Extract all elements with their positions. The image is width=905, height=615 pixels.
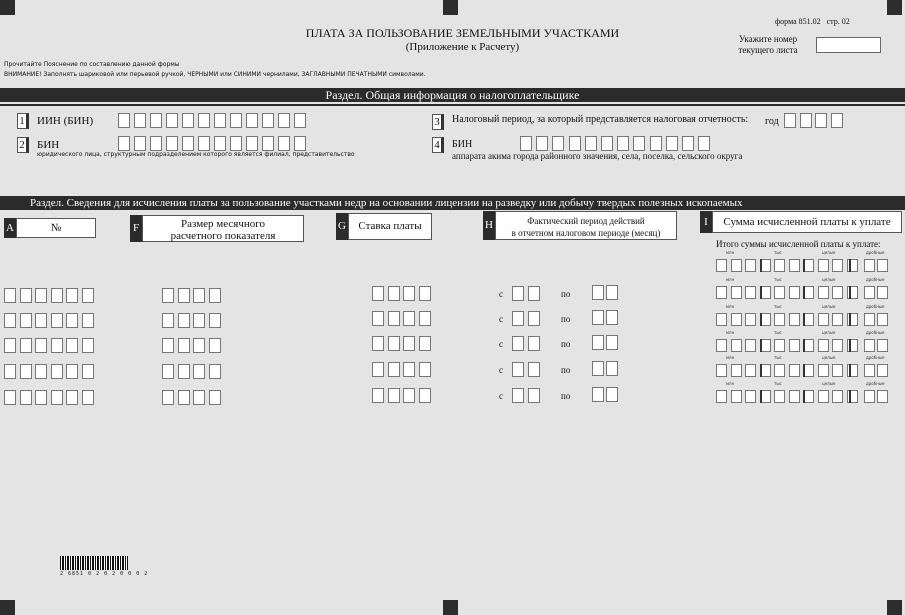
period-to-label: по	[561, 391, 571, 401]
bin-digit-cell[interactable]	[118, 136, 130, 151]
unit-mln-label: млн	[726, 250, 735, 255]
iin-digit-cell[interactable]	[262, 113, 274, 128]
row-number-cell[interactable]	[66, 390, 78, 405]
row-number-cell[interactable]	[35, 313, 47, 328]
row-number-cell[interactable]	[51, 288, 63, 303]
iin-digit-cell[interactable]	[166, 113, 178, 128]
amount-digit-cell[interactable]	[745, 390, 756, 403]
akim-bin-digit-cell[interactable]	[569, 136, 581, 151]
unit-tys-label: тыс	[774, 277, 782, 282]
unit-mln-label: млн	[726, 355, 735, 360]
col-f-header: Размер месячного расчетного показателя	[142, 215, 304, 242]
section-general-info-header: Раздел. Общая информация о налогоплательщике	[0, 88, 905, 102]
corner-mark-bc	[443, 600, 458, 615]
tax-period-label: Налоговый период, за который представляется налоговая отчетность:	[452, 114, 749, 125]
row-number-cell[interactable]	[35, 364, 47, 379]
mrp-cell[interactable]	[178, 364, 190, 379]
mrp-cell[interactable]	[162, 338, 174, 353]
period-to-cell[interactable]	[592, 335, 604, 350]
iin-label: ИИН (БИН)	[37, 115, 94, 127]
rate-cell[interactable]	[388, 286, 400, 301]
unit-tys-label: тыс	[774, 381, 782, 386]
iin-digit-cell[interactable]	[214, 113, 226, 128]
rate-cell[interactable]	[403, 336, 415, 351]
unit-tys-label: тыс	[774, 250, 782, 255]
period-to-cell[interactable]	[592, 310, 604, 325]
amount-digit-cell[interactable]	[774, 364, 785, 377]
amount-digit-cell[interactable]	[731, 390, 742, 403]
rate-cell[interactable]	[403, 311, 415, 326]
row-number-cell[interactable]	[51, 313, 63, 328]
akim-bin-digit-cell[interactable]	[650, 136, 662, 151]
unit-mln-label: млн	[726, 330, 735, 335]
amount-digit-cell[interactable]	[774, 313, 785, 326]
bin-digit-cell[interactable]	[230, 136, 242, 151]
amount-fraction-cell[interactable]	[877, 364, 888, 377]
divider	[0, 104, 905, 106]
amount-group-separator	[803, 364, 805, 377]
year-digit-cell[interactable]	[784, 113, 796, 128]
row-number-cell[interactable]	[4, 364, 16, 379]
row-number-cell[interactable]	[82, 390, 94, 405]
corner-mark-br	[887, 600, 902, 615]
amount-fraction-cell[interactable]	[864, 286, 875, 299]
amount-group-separator	[803, 313, 805, 326]
akim-bin-digit-cell[interactable]	[585, 136, 597, 151]
amount-fraction-cell[interactable]	[864, 390, 875, 403]
unit-tys-label: тыс	[774, 355, 782, 360]
mrp-cell[interactable]	[193, 338, 205, 353]
amount-digit-cell[interactable]	[774, 390, 785, 403]
row-number-cell[interactable]	[4, 338, 16, 353]
amount-digit-cell[interactable]	[731, 313, 742, 326]
unit-frac-label: дробные	[866, 355, 885, 360]
row-number-cell[interactable]	[4, 390, 16, 405]
amount-fraction-cell[interactable]	[877, 390, 888, 403]
amount-group-separator	[849, 364, 851, 377]
rate-cell[interactable]	[372, 388, 384, 403]
amount-digit-cell[interactable]	[745, 339, 756, 352]
mrp-cell[interactable]	[162, 390, 174, 405]
akim-bin-digit-cell[interactable]	[536, 136, 548, 151]
unit-whole-label: целые	[822, 304, 836, 309]
iin-digit-cell[interactable]	[134, 113, 146, 128]
period-from-cell[interactable]	[528, 311, 540, 326]
rate-cell[interactable]	[372, 362, 384, 377]
bin-digit-cell[interactable]	[262, 136, 274, 151]
iin-digit-cell[interactable]	[246, 113, 258, 128]
col-a-tag: A	[4, 218, 16, 238]
page-subtitle: (Приложение к Расчету)	[405, 41, 520, 53]
unit-frac-label: дробные	[866, 381, 885, 386]
period-from-label: с	[499, 339, 503, 349]
bin-sublabel: юридического лица, структурным подразделением которого является филиал, представительство	[37, 151, 355, 158]
row-number-cell[interactable]	[66, 288, 78, 303]
section-calc-info-header: Раздел. Сведения для исчисления платы за пользование участками недр на основании лицензии на разведку или добычу твердых полезных ископаемых	[0, 196, 905, 210]
row-number-cell[interactable]	[51, 364, 63, 379]
amount-digit-cell[interactable]	[789, 313, 800, 326]
amount-group-separator	[849, 313, 851, 326]
amount-digit-cell[interactable]	[818, 339, 829, 352]
amount-group-separator	[760, 286, 762, 299]
amount-fraction-cell[interactable]	[864, 259, 875, 272]
row-number-cell[interactable]	[4, 288, 16, 303]
row-number-cell[interactable]	[51, 338, 63, 353]
row-number-cell[interactable]	[35, 338, 47, 353]
page-title: ПЛАТА ЗА ПОЛЬЗОВАНИЕ ЗЕМЕЛЬНЫМИ УЧАСТКАМИ	[305, 26, 620, 40]
rate-cell[interactable]	[372, 286, 384, 301]
row-number-cell[interactable]	[82, 338, 94, 353]
bin-label: БИН	[37, 139, 60, 151]
field-2-number: 2	[17, 137, 29, 153]
amount-digit-cell[interactable]	[832, 313, 843, 326]
amount-digit-cell[interactable]	[716, 286, 727, 299]
akim-bin-label: БИН	[452, 139, 473, 150]
period-from-label: с	[499, 365, 503, 375]
period-to-label: по	[561, 365, 571, 375]
period-from-label: с	[499, 289, 503, 299]
akim-bin-digit-cell[interactable]	[633, 136, 645, 151]
amount-digit-cell[interactable]	[716, 313, 727, 326]
rate-cell[interactable]	[419, 362, 431, 377]
row-number-cell[interactable]	[66, 313, 78, 328]
period-from-cell[interactable]	[512, 336, 524, 351]
rate-cell[interactable]	[419, 336, 431, 351]
amount-digit-cell[interactable]	[832, 364, 843, 377]
amount-group-separator	[849, 339, 851, 352]
amount-digit-cell[interactable]	[731, 286, 742, 299]
year-digit-cell[interactable]	[815, 113, 827, 128]
period-from-cell[interactable]	[512, 388, 524, 403]
mrp-cell[interactable]	[209, 364, 221, 379]
akim-bin-digit-cell[interactable]	[520, 136, 532, 151]
unit-whole-label: целые	[822, 330, 836, 335]
bin-digit-cell[interactable]	[246, 136, 258, 151]
year-digit-cell[interactable]	[800, 113, 812, 128]
amount-digit-cell[interactable]	[745, 364, 756, 377]
amount-fraction-cell[interactable]	[864, 339, 875, 352]
iin-digit-cell[interactable]	[150, 113, 162, 128]
amount-digit-cell[interactable]	[774, 259, 785, 272]
row-number-cell[interactable]	[66, 364, 78, 379]
period-to-cell[interactable]	[606, 310, 618, 325]
rate-cell[interactable]	[372, 336, 384, 351]
bin-digit-cell[interactable]	[294, 136, 306, 151]
amount-group-separator	[803, 339, 805, 352]
period-to-cell[interactable]	[606, 361, 618, 376]
mrp-cell[interactable]	[209, 288, 221, 303]
bin-digit-cell[interactable]	[134, 136, 146, 151]
iin-digit-cell[interactable]	[230, 113, 242, 128]
amount-digit-cell[interactable]	[789, 390, 800, 403]
amount-digit-cell[interactable]	[832, 390, 843, 403]
mrp-cell[interactable]	[178, 338, 190, 353]
amount-fraction-cell[interactable]	[877, 313, 888, 326]
row-number-cell[interactable]	[82, 364, 94, 379]
akim-bin-digit-cell[interactable]	[682, 136, 694, 151]
field-4-number: 4	[432, 137, 444, 153]
rate-cell[interactable]	[419, 286, 431, 301]
mrp-cell[interactable]	[178, 390, 190, 405]
row-number-cell[interactable]	[35, 390, 47, 405]
period-from-label: с	[499, 314, 503, 324]
amount-fraction-cell[interactable]	[877, 286, 888, 299]
year-digit-cell[interactable]	[831, 113, 843, 128]
amount-digit-cell[interactable]	[789, 364, 800, 377]
corner-mark-tl	[0, 0, 15, 15]
period-from-cell[interactable]	[512, 286, 524, 301]
row-number-cell[interactable]	[20, 288, 32, 303]
form-number: форма 851.02 стр. 02	[775, 17, 850, 26]
iin-digit-cell[interactable]	[198, 113, 210, 128]
period-to-cell[interactable]	[592, 285, 604, 300]
col-g-header: Ставка платы	[348, 213, 432, 240]
bin-digit-cell[interactable]	[150, 136, 162, 151]
unit-mln-label: млн	[726, 277, 735, 282]
corner-mark-bl	[0, 600, 15, 615]
amount-digit-cell[interactable]	[731, 364, 742, 377]
period-to-cell[interactable]	[606, 387, 618, 402]
period-from-cell[interactable]	[528, 388, 540, 403]
period-from-cell[interactable]	[512, 311, 524, 326]
amount-group-separator	[760, 339, 762, 352]
amount-digit-cell[interactable]	[731, 339, 742, 352]
unit-frac-label: дробные	[866, 250, 885, 255]
amount-digit-cell[interactable]	[818, 390, 829, 403]
mrp-cell[interactable]	[162, 313, 174, 328]
amount-digit-cell[interactable]	[789, 339, 800, 352]
period-to-cell[interactable]	[592, 387, 604, 402]
amount-group-separator	[760, 390, 762, 403]
col-h-header: Фактический период действий в отчетном налоговом периоде (месяц)	[495, 211, 677, 240]
amount-group-separator	[849, 390, 851, 403]
amount-digit-cell[interactable]	[745, 313, 756, 326]
mrp-cell[interactable]	[209, 390, 221, 405]
period-to-label: по	[561, 289, 571, 299]
mrp-cell[interactable]	[162, 364, 174, 379]
rate-cell[interactable]	[419, 311, 431, 326]
unit-whole-label: целые	[822, 250, 836, 255]
amount-digit-cell[interactable]	[716, 364, 727, 377]
unit-frac-label: дробные	[866, 277, 885, 282]
col-i-tag: I	[700, 211, 712, 233]
barcode-text: 2 6851 0 2 0 2 0 0 0 2	[60, 571, 149, 577]
amount-group-separator	[760, 259, 762, 272]
mrp-cell[interactable]	[193, 288, 205, 303]
row-number-cell[interactable]	[20, 390, 32, 405]
unit-mln-label: млн	[726, 304, 735, 309]
amount-group-separator	[849, 259, 851, 272]
sheet-number-label: Укажите номер текущего листа	[738, 34, 798, 55]
corner-mark-tr	[887, 0, 902, 15]
row-number-cell[interactable]	[4, 313, 16, 328]
akim-bin-digit-cell[interactable]	[698, 136, 710, 151]
amount-digit-cell[interactable]	[774, 339, 785, 352]
period-to-label: по	[561, 314, 571, 324]
amount-digit-cell[interactable]	[818, 286, 829, 299]
period-from-cell[interactable]	[528, 286, 540, 301]
amount-digit-cell[interactable]	[789, 286, 800, 299]
warning-note: ВНИМАНИЕ! Заполнять шариковой или перьевой ручкой, ЧЕРНЫМИ или СИНИМИ чернилами, ЗАГЛАВНЫМИ ПЕЧАТНЫМИ символами.	[4, 71, 426, 78]
row-number-cell[interactable]	[20, 364, 32, 379]
period-to-cell[interactable]	[606, 285, 618, 300]
amount-digit-cell[interactable]	[716, 390, 727, 403]
period-from-label: с	[499, 391, 503, 401]
rate-cell[interactable]	[388, 336, 400, 351]
iin-digit-cell[interactable]	[278, 113, 290, 128]
akim-bin-digit-cell[interactable]	[601, 136, 613, 151]
mrp-cell[interactable]	[209, 338, 221, 353]
unit-whole-label: целые	[822, 381, 836, 386]
bin-digit-cell[interactable]	[278, 136, 290, 151]
rate-cell[interactable]	[419, 388, 431, 403]
amount-digit-cell[interactable]	[832, 339, 843, 352]
unit-tys-label: тыс	[774, 304, 782, 309]
amount-fraction-cell[interactable]	[864, 313, 875, 326]
field-1-number: 1	[17, 113, 29, 129]
row-number-cell[interactable]	[82, 288, 94, 303]
col-i-header: Сумма исчисленной платы к уплате	[712, 211, 902, 233]
amount-digit-cell[interactable]	[716, 339, 727, 352]
amount-fraction-cell[interactable]	[864, 364, 875, 377]
akim-bin-digit-cell[interactable]	[552, 136, 564, 151]
period-from-cell[interactable]	[528, 362, 540, 377]
iin-digit-cell[interactable]	[294, 113, 306, 128]
instruction-note: Прочитайте Пояснение по составлению данной формы	[4, 61, 180, 68]
iin-digit-cell[interactable]	[118, 113, 130, 128]
amount-group-separator	[760, 313, 762, 326]
bin-digit-cell[interactable]	[198, 136, 210, 151]
rate-cell[interactable]	[372, 311, 384, 326]
barcode-image	[60, 556, 128, 570]
period-to-cell[interactable]	[606, 335, 618, 350]
rate-cell[interactable]	[388, 362, 400, 377]
rate-cell[interactable]	[403, 286, 415, 301]
amount-digit-cell[interactable]	[731, 259, 742, 272]
row-number-cell[interactable]	[51, 390, 63, 405]
unit-frac-label: дробные	[866, 304, 885, 309]
period-to-label: по	[561, 339, 571, 349]
mrp-cell[interactable]	[193, 390, 205, 405]
amount-digit-cell[interactable]	[745, 286, 756, 299]
rate-cell[interactable]	[403, 388, 415, 403]
row-number-cell[interactable]	[82, 313, 94, 328]
mrp-cell[interactable]	[178, 288, 190, 303]
mrp-cell[interactable]	[162, 288, 174, 303]
row-number-cell[interactable]	[35, 288, 47, 303]
row-number-cell[interactable]	[20, 313, 32, 328]
unit-frac-label: дробные	[866, 330, 885, 335]
row-number-cell[interactable]	[20, 338, 32, 353]
amount-fraction-cell[interactable]	[877, 259, 888, 272]
bin-digit-cell[interactable]	[182, 136, 194, 151]
amount-group-separator	[849, 286, 851, 299]
period-to-cell[interactable]	[592, 361, 604, 376]
akim-bin-sublabel: аппарата акима города районного значения, села, поселка, сельского округа	[452, 151, 743, 161]
field-3-number: 3	[432, 114, 444, 130]
amount-digit-cell[interactable]	[832, 259, 843, 272]
amount-digit-cell[interactable]	[818, 313, 829, 326]
amount-fraction-cell[interactable]	[877, 339, 888, 352]
mrp-cell[interactable]	[193, 364, 205, 379]
amount-digit-cell[interactable]	[745, 259, 756, 272]
bin-digit-cell[interactable]	[214, 136, 226, 151]
col-h-tag: H	[483, 211, 495, 240]
unit-whole-label: целые	[822, 355, 836, 360]
unit-mln-label: млн	[726, 381, 735, 386]
col-g-tag: G	[336, 213, 348, 240]
year-label: год	[765, 116, 779, 127]
akim-bin-digit-cell[interactable]	[666, 136, 678, 151]
amount-group-separator	[803, 286, 805, 299]
unit-whole-label: целые	[822, 277, 836, 282]
period-from-cell[interactable]	[512, 362, 524, 377]
col-f-tag: F	[130, 215, 142, 242]
rate-cell[interactable]	[388, 388, 400, 403]
amount-group-separator	[803, 259, 805, 272]
bin-digit-cell[interactable]	[166, 136, 178, 151]
mrp-cell[interactable]	[193, 313, 205, 328]
mrp-cell[interactable]	[209, 313, 221, 328]
amount-digit-cell[interactable]	[716, 259, 727, 272]
row-number-cell[interactable]	[66, 338, 78, 353]
amount-digit-cell[interactable]	[818, 259, 829, 272]
col-a-header: №	[16, 218, 96, 238]
amount-group-separator	[803, 390, 805, 403]
total-label: Итого суммы исчисленной платы к уплате:	[716, 239, 881, 249]
amount-digit-cell[interactable]	[789, 259, 800, 272]
amount-digit-cell[interactable]	[832, 286, 843, 299]
amount-digit-cell[interactable]	[818, 364, 829, 377]
akim-bin-digit-cell[interactable]	[617, 136, 629, 151]
corner-mark-tc	[443, 0, 458, 15]
rate-cell[interactable]	[403, 362, 415, 377]
mrp-cell[interactable]	[178, 313, 190, 328]
rate-cell[interactable]	[388, 311, 400, 326]
iin-digit-cell[interactable]	[182, 113, 194, 128]
amount-digit-cell[interactable]	[774, 286, 785, 299]
amount-group-separator	[760, 364, 762, 377]
unit-tys-label: тыс	[774, 330, 782, 335]
period-from-cell[interactable]	[528, 336, 540, 351]
sheet-number-input[interactable]	[816, 37, 881, 53]
